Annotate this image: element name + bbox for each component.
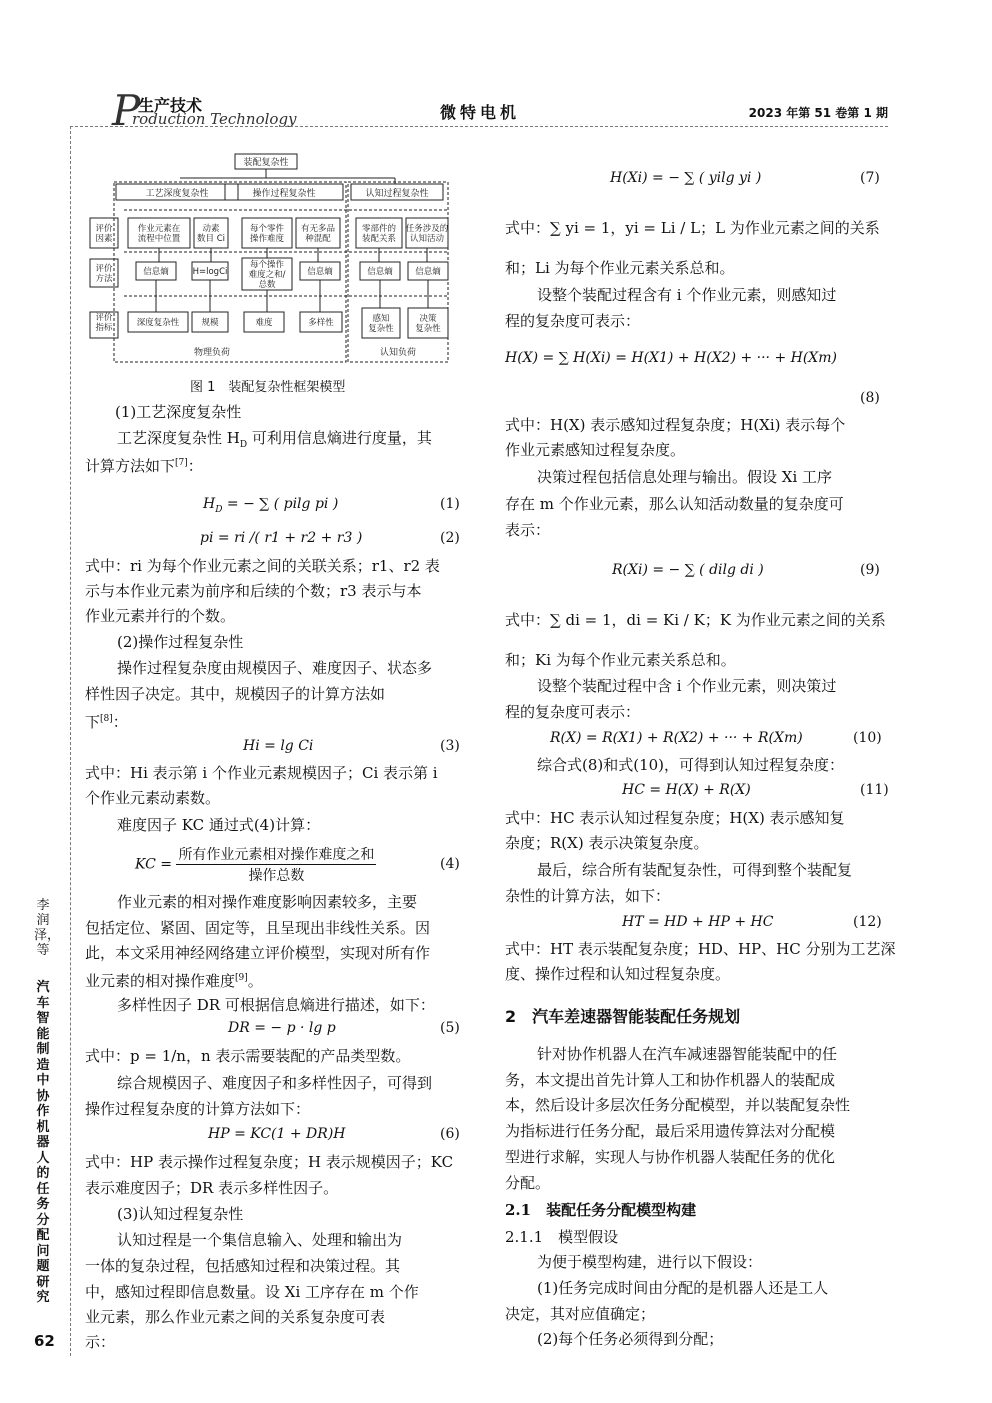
para: 一体的复杂过程，包括感知过程和决策过程。其 (85, 1257, 401, 1275)
para: 杂度；R(X) 表示决策复杂度。 (505, 834, 709, 852)
para: 下[8]： (85, 713, 128, 731)
issue-info: 2023 年第 51 卷第 1 期 (748, 106, 888, 120)
eq-number: (2) (440, 530, 460, 546)
fig-method: 信息熵 (143, 267, 169, 277)
eq-number: (6) (440, 1126, 460, 1142)
eq-number: (9) (860, 562, 880, 578)
para: 本，然后设计多层次任务分配模型，并以装配复杂性 (505, 1096, 851, 1114)
para: 难度因子 KC 通过式(4)计算： (117, 816, 321, 834)
para: 务，本文提出首先计算人工和协作机器人的装配成 (505, 1071, 836, 1089)
eq-number: (3) (440, 738, 460, 754)
fig-factor: 零部件的装配关系 (361, 224, 397, 244)
fig-top-label: 装配复杂性 (243, 158, 289, 168)
para: 式中：HP 表示操作过程复杂度；H 表示规模因子；KC (85, 1153, 454, 1171)
sec-1-heading: (1)工艺深度复杂性 (115, 403, 242, 421)
para: 和；Li 为每个作业元素关系总和。 (505, 259, 735, 277)
fig-group-1: 工艺深度复杂性 (145, 189, 209, 199)
para: (1)任务完成时间由分配的是机器人还是工人 (537, 1279, 829, 1297)
fig-factor: 动素数目 Ci (197, 224, 225, 244)
para: 式中：ri 为每个作业元素之间的关联关系；r1、r2 表 (85, 557, 440, 575)
para: 和；Ki 为每个作业元素关系总和。 (505, 651, 736, 669)
fig-row-label: 评价方法 (95, 264, 113, 284)
para: 针对协作机器人在汽车减速器智能装配中的任 (537, 1045, 838, 1063)
fig-factor: 任务涉及的认知活动 (405, 224, 449, 244)
para: 式中：Hi 表示第 i 个作业元素规模因子；Ci 表示第 i (85, 764, 438, 782)
equation-5: DR = − p · lg p (228, 1020, 336, 1036)
para: 认知过程是一个集信息输入、处理和输出为 (117, 1231, 403, 1249)
page-number: 62 (34, 1332, 55, 1350)
equation-3: Hi = lg Ci (243, 738, 314, 754)
fig-indicator: 深度复杂性 (136, 318, 180, 328)
equation-11: HC = H(X) + R(X) (622, 782, 751, 798)
para: 表示： (505, 521, 551, 539)
equation-7: H(Xi) = − ∑ ( yilg yi ) (610, 170, 762, 186)
sidebar-title: 汽车智能制造中协作机器人的任务分配问题研究 (36, 980, 50, 1305)
para: 作业元素感知过程复杂度。 (505, 441, 686, 459)
para: 示与本作业元素为前序和后续的个数；r3 表示与本 (85, 582, 422, 600)
eq-number: (11) (860, 782, 889, 798)
fig-indicator: 决策复杂性 (415, 314, 441, 334)
figure-1-diagram (80, 152, 480, 364)
para: 操作过程复杂度由规模因子、难度因子、状态多 (117, 659, 433, 677)
para: 综合规模因子、难度因子和多样性因子，可得到 (117, 1074, 433, 1092)
para: 综合式(8)和式(10)，可得到认知过程复杂度： (537, 756, 845, 774)
para: 式中：∑ di = 1，di = Ki / K；K 为作业元素之间的关系 (505, 611, 886, 629)
fig-indicator: 规模 (201, 318, 219, 328)
section-2-1-heading: 2.1 装配任务分配模型构建 (505, 1201, 697, 1219)
equation-8: H(X) = ∑ H(Xi) = H(X1) + H(X2) + ··· + H(Xm) (505, 350, 838, 366)
para: 示： (85, 1333, 116, 1351)
para: 计算方法如下[7]： (85, 457, 203, 475)
para: 决定，其对应值确定； (505, 1305, 656, 1323)
eq-number: (12) (853, 914, 882, 930)
para: 业元素，那么作业元素之间的关系复杂度可表 (85, 1308, 386, 1326)
fig-factor: 作业元素在流程中位置 (137, 224, 181, 244)
para: 杂性的计算方法，如下： (505, 887, 671, 905)
para: 包括定位、紧固、固定等，且呈现出非线性关系。因 (85, 919, 431, 937)
equation-1: $H_D$ = − ∑ ( pilg pi ) (203, 496, 339, 515)
para: 多样性因子 DR 可根据信息熵进行描述，如下： (117, 996, 435, 1014)
fig-indicator: 多样性 (308, 318, 334, 328)
para: 为指标进行任务分配，最后采用遗传算法对分配模 (505, 1122, 836, 1140)
para: 式中：HC 表示认知过程复杂度；H(X) 表示感知复 (505, 809, 845, 827)
para: 度、操作过程和认知过程复杂度。 (505, 965, 731, 983)
para: 作业元素的相对操作难度影响因素较多，主要 (117, 893, 418, 911)
fig-method: 信息熵 (367, 267, 393, 277)
para: 作业元素并行的个数。 (85, 607, 236, 625)
fig-bottom-1: 物理负荷 (193, 348, 231, 358)
para: 程的复杂度可表示： (505, 703, 641, 721)
eq-number: (1) (440, 496, 460, 512)
equation-2: pi = ri /( r1 + r2 + r3 ) (200, 530, 363, 546)
fig-indicator: 难度 (255, 318, 273, 328)
para: 程的复杂度可表示： (505, 312, 641, 330)
equation-6: HP = KC(1 + DR)H (208, 1126, 346, 1142)
brand-logo-letter: P (112, 86, 141, 135)
para: 式中：p = 1/n，n 表示需要装配的产品类型数。 (85, 1047, 411, 1065)
equation-4: KC = $\frac{\text{所有作业元素相对操作难度之和}}{\text{操作总数}}$ (135, 844, 376, 885)
para: (2)每个任务必须得到分配； (537, 1330, 724, 1348)
figure-caption: 图 1 装配复杂性框架模型 (190, 380, 346, 395)
fig-group-2: 操作过程复杂性 (252, 189, 316, 199)
para: 样性因子决定。其中，规模因子的计算方法如 (85, 685, 386, 703)
para: 操作过程复杂度的计算方法如下： (85, 1100, 311, 1118)
fig-bottom-2: 认知负荷 (379, 348, 417, 358)
equation-9: R(Xi) = − ∑ ( dilg di ) (612, 562, 764, 578)
journal-title: 微特电机 (440, 103, 521, 122)
eq-number: (8) (860, 390, 880, 406)
fig-row-label: 评价因素 (95, 224, 113, 244)
para: 决策过程包括信息处理与输出。假设 Xi 工序 (537, 468, 833, 486)
fig-method: H=logCi (192, 267, 228, 277)
para: 设整个装配过程中含 i 个作业元素，则决策过 (537, 677, 837, 695)
para: 分配。 (505, 1174, 551, 1192)
sec-3-heading: (3)认知过程复杂性 (117, 1205, 244, 1223)
eq-number: (10) (853, 730, 882, 746)
para: 表示难度因子；DR 表示多样性因子。 (85, 1179, 339, 1197)
fig-method: 信息熵 (307, 267, 333, 277)
fig-method: 每个操作难度之和/总数 (248, 260, 286, 290)
equation-12: HT = HD + HP + HC (622, 914, 774, 930)
sidebar-divider (70, 126, 71, 1356)
fig-factor: 每个零件操作难度 (249, 224, 285, 244)
equation-10: R(X) = R(X1) + R(X2) + ··· + R(Xm) (550, 730, 803, 746)
para: 此，本文采用神经网络建立评价模型，实现对所有作 (85, 944, 431, 962)
para: 工艺深度复杂性 $H_D$ 可利用信息熵进行度量，其 (117, 429, 432, 450)
section-2-1-1-heading: 2.1.1 模型假设 (505, 1228, 619, 1246)
sec-2-heading: (2)操作过程复杂性 (117, 633, 244, 651)
sidebar-author: 李润泽，等 (34, 898, 61, 958)
fig-method: 信息熵 (415, 267, 441, 277)
header-divider (70, 126, 888, 127)
para: 个作业元素动素数。 (85, 789, 221, 807)
para: 式中：∑ yi = 1，yi = Li / L；L 为作业元素之间的关系 (505, 219, 880, 237)
para: 式中：H(X) 表示感知过程复杂度；H(Xi) 表示每个 (505, 416, 846, 434)
para: 式中：HT 表示装配复杂度；HD、HP、HC 分别为工艺深 (505, 940, 896, 958)
eq-number: (7) (860, 170, 880, 186)
para: 为便于模型构建，进行以下假设： (537, 1253, 763, 1271)
brand-subtitle: roduction Technology (132, 110, 297, 128)
fig-row-label: 评价指标 (95, 313, 113, 333)
section-2-heading: 2 汽车差速器智能装配任务规划 (505, 1007, 741, 1026)
eq-number: (5) (440, 1020, 460, 1036)
fig-factor: 有无多品种混配 (300, 224, 336, 244)
brand-name: 生产技术 (138, 96, 203, 115)
para: 最后，综合所有装配复杂性，可得到整个装配复 (537, 861, 853, 879)
eq-number: (4) (440, 856, 460, 872)
para: 型进行求解，实现人与协作机器人装配任务的优化 (505, 1148, 836, 1166)
para: 业元素的相对操作难度[9]。 (85, 972, 263, 990)
fig-indicator: 感知复杂性 (368, 314, 394, 334)
fig-group-3: 认知过程复杂性 (365, 189, 429, 199)
para: 存在 m 个作业元素，那么认知活动数量的复杂度可 (505, 495, 844, 513)
para: 设整个装配过程含有 i 个作业元素，则感知过 (537, 286, 837, 304)
para: 中，感知过程即信息数量。设 Xi 工序存在 m 个作 (85, 1283, 419, 1301)
